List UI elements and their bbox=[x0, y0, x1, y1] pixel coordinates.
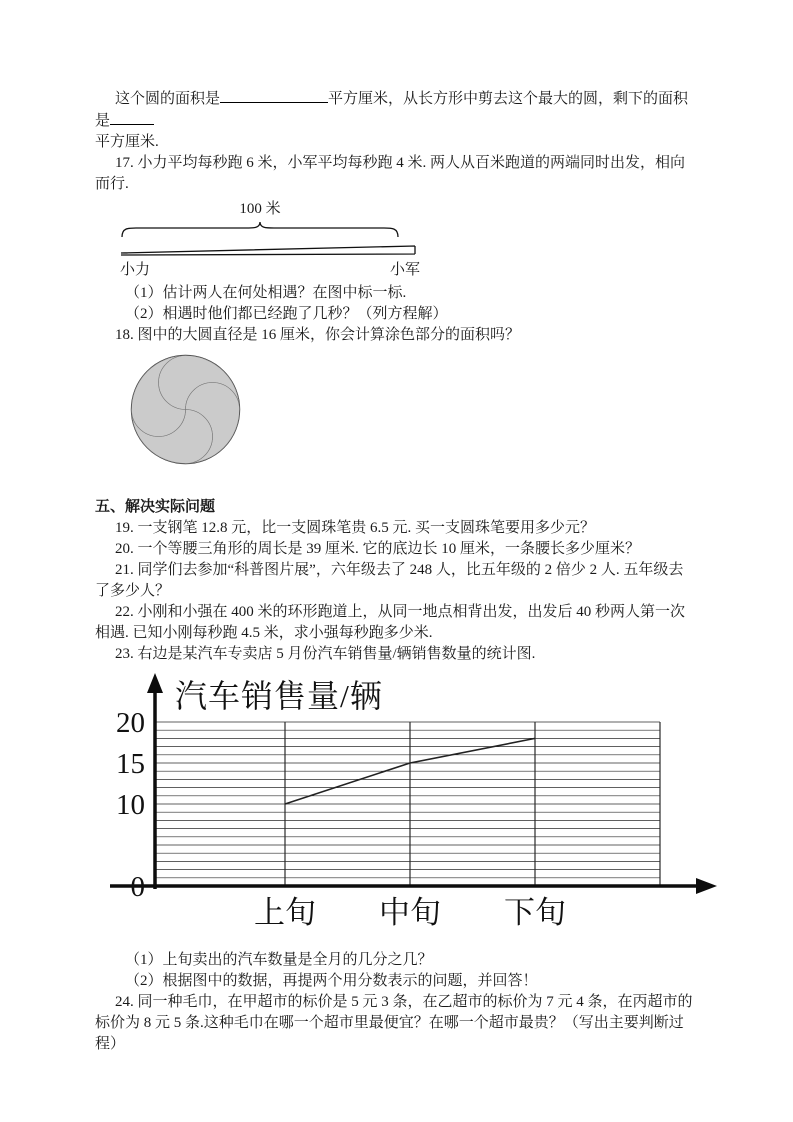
question-21-text: 21. 同学们去参加“科普图片展”，六年级去了 248 人，比五年级的 2 倍少 2 人. 五年级去了多少人？ bbox=[95, 562, 684, 599]
q16-text-part2: 平方厘米，从长方形中剪去这个最大的圆，剩下的面积是 bbox=[95, 91, 689, 129]
answer-blank bbox=[220, 88, 328, 103]
chart-gridlines bbox=[155, 722, 660, 886]
svg-text:20: 20 bbox=[116, 707, 145, 739]
q16-continuation-line2: 平方厘米. bbox=[95, 134, 159, 150]
question-23-text: 23. 右边是某汽车专卖店 5 月份汽车销售量/辆销售数量的统计图. bbox=[115, 646, 536, 662]
question-20-text: 20. 一个等腰三角形的周长是 39 厘米. 它的底边长 10 厘米，一条腰长多少厘米？ bbox=[115, 541, 641, 557]
question-17-text: 17. 小力平均每秒跑 6 米，小军平均每秒跑 4 米. 两人从百米跑道的两端同时出发，相向而行. bbox=[95, 155, 686, 192]
y-axis-tick-labels bbox=[116, 707, 145, 903]
x-axis-category-labels bbox=[254, 895, 566, 930]
svg-text:0: 0 bbox=[130, 871, 145, 903]
section-5-title: 五、解决实际问题 bbox=[95, 499, 216, 515]
q18-pinwheel-circle-figure bbox=[128, 352, 244, 468]
q17-sub2: （2）相遇时他们都已经跑了几秒？（列方程解） bbox=[125, 306, 448, 322]
y-axis-arrow bbox=[147, 673, 163, 693]
top-curly-brace bbox=[120, 221, 400, 238]
svg-text:上旬: 上旬 bbox=[254, 895, 316, 930]
svg-text:下旬: 下旬 bbox=[504, 895, 566, 930]
chart-title: 汽车销售量/辆 bbox=[175, 678, 383, 714]
svg-text:中旬: 中旬 bbox=[379, 895, 441, 930]
answer-blank bbox=[110, 110, 154, 125]
q23-sub1: （1）上旬卖出的汽车数量是全月的几分之几？ bbox=[125, 952, 433, 968]
question-22-text: 22. 小刚和小强在 400 米的环形跑道上，从同一地点相背出发，出发后 40 秒两人第一次相遇. 已知小刚每秒跑 4.5 米，求小强每秒跑多少米. bbox=[95, 604, 686, 641]
question-18-text: 18. 图中的大圆直径是 16 厘米，你会计算涂色部分的面积吗？ bbox=[115, 327, 521, 343]
runner-left-label: 小力 bbox=[120, 262, 151, 278]
x-axis-arrow bbox=[696, 878, 717, 894]
question-24-text: 24. 同一种毛巾，在甲超市的标价是 5 元 3 条，在乙超市的标价为 7 元 4 条，在丙超市的标价为 8 元 5 条.这种毛巾在哪一个超市里最便宜？在哪一个超市最贵？（写出主要判断过程） bbox=[95, 994, 693, 1052]
q17-track-diagram bbox=[120, 199, 422, 281]
question-19-text: 19. 一支钢笔 12.8 元，比一支圆珠笔贵 6.5 元. 买一支圆珠笔要用多少元？ bbox=[115, 520, 596, 536]
q17-sub1: （1）估计两人在何处相遇？在图中标一标. bbox=[125, 285, 407, 301]
q16-continuation-line1 bbox=[95, 88, 693, 132]
svg-text:15: 15 bbox=[116, 748, 145, 780]
running-track bbox=[120, 244, 418, 258]
runner-labels bbox=[120, 260, 420, 281]
car-sales-chart bbox=[95, 673, 693, 948]
q16-text-part1: 这个圆的面积是 bbox=[115, 91, 221, 107]
distance-label: 100 米 bbox=[239, 201, 281, 217]
shaded-pinwheel-blades bbox=[132, 356, 240, 464]
svg-text:10: 10 bbox=[116, 789, 145, 821]
runner-right-label: 小军 bbox=[389, 262, 420, 278]
q23-sub2: （2）根据图中的数据，再提两个用分数表示的问题，并回答！ bbox=[125, 973, 538, 989]
